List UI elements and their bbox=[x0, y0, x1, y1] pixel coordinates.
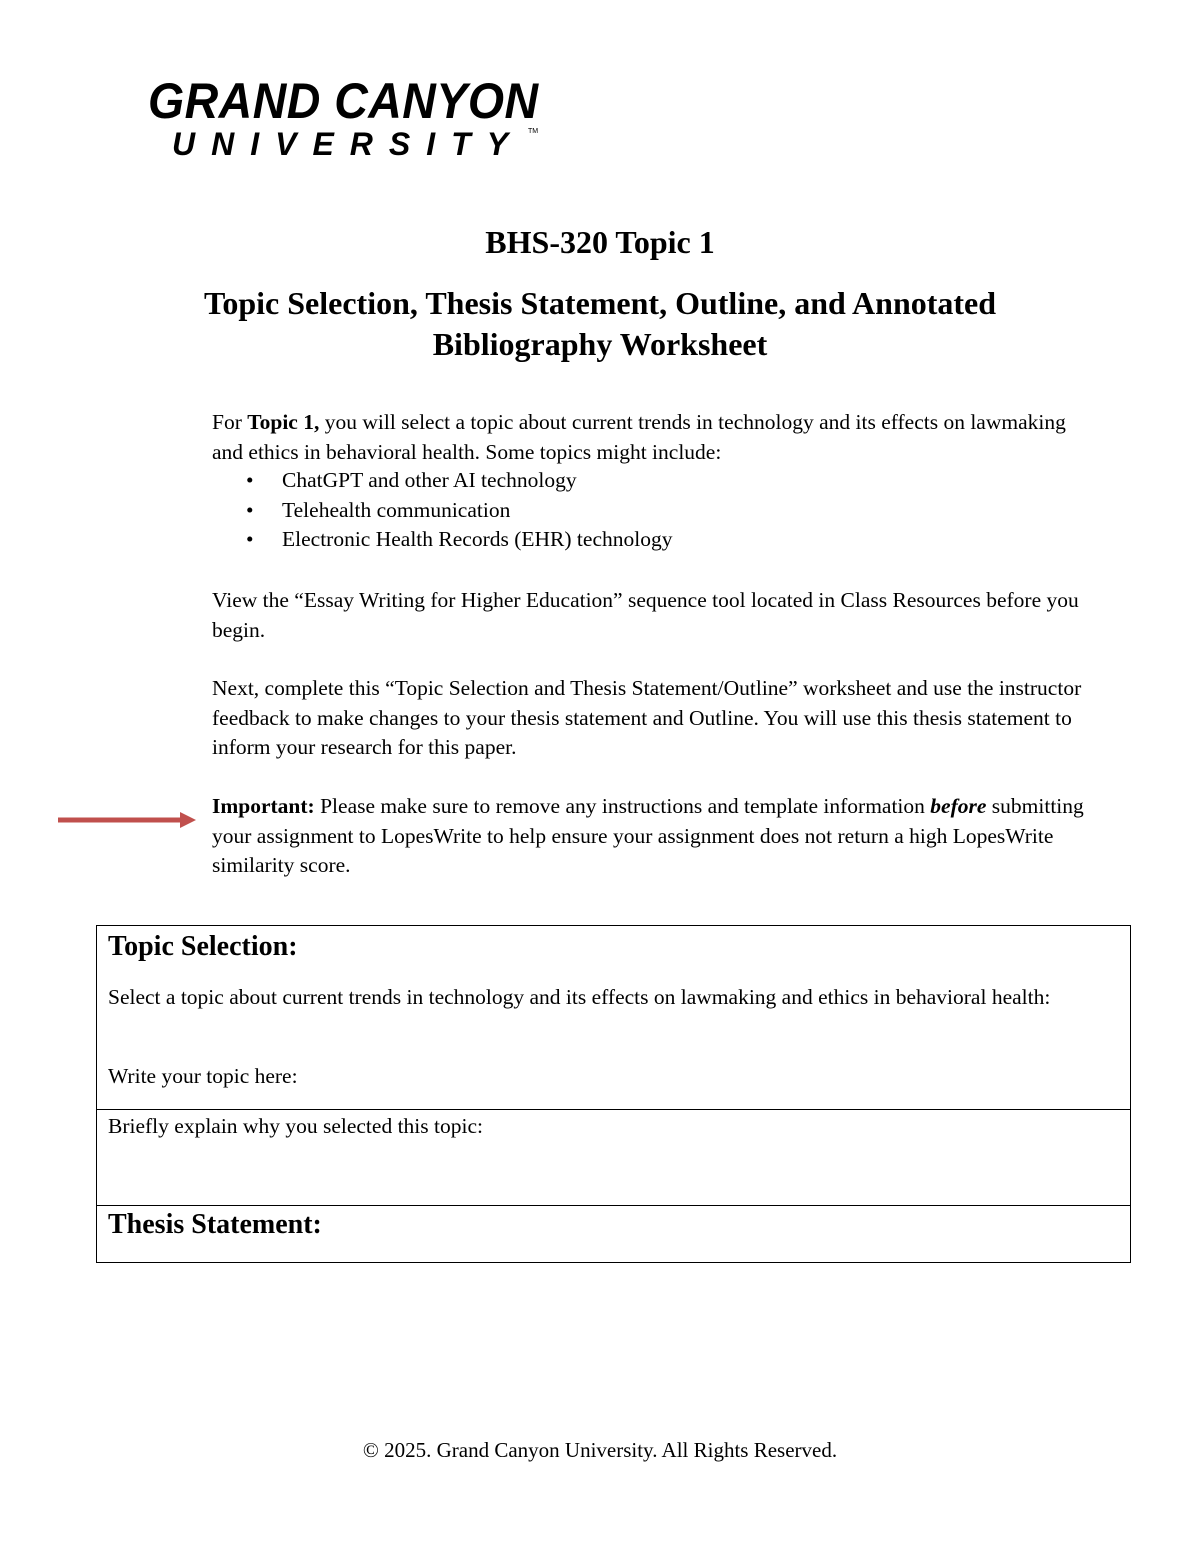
logo-line-grand-canyon: GRAND CANYON bbox=[148, 73, 539, 129]
topic-examples-list bbox=[212, 466, 672, 555]
intro-topic-bold: Topic 1, bbox=[247, 410, 320, 434]
course-heading: BHS-320 Topic 1 bbox=[485, 224, 715, 260]
important-emphasis: before bbox=[930, 794, 987, 818]
bullet-dot-icon: • bbox=[246, 497, 254, 522]
thesis-statement-cell[interactable] bbox=[97, 1206, 1130, 1262]
intro-paragraph bbox=[212, 408, 1092, 467]
list-item: • Electronic Health Records (EHR) technology bbox=[212, 525, 672, 555]
logo-line-university: UNIVERSITY bbox=[172, 126, 525, 162]
list-item: • ChatGPT and other AI technology bbox=[212, 466, 672, 496]
important-label: Important: bbox=[212, 794, 315, 818]
trademark-mark: TM bbox=[528, 128, 539, 135]
intro-rest: you will select a topic about current trends in technology and its effects on lawmaking and ethics in behavioral health. Some topics might include: bbox=[212, 410, 1066, 464]
university-logo bbox=[148, 74, 558, 164]
important-text-2: submitting your assignment to LopesWrite to help ensure your assignment does not return a high LopesWrite similarity score. bbox=[212, 794, 1084, 877]
important-text-1: Please make sure to remove any instructions and template information bbox=[314, 794, 931, 818]
bullet-dot-icon: • bbox=[246, 468, 254, 492]
thesis-statement-heading: Thesis Statement: bbox=[108, 1209, 322, 1240]
intro-prefix: For bbox=[212, 410, 248, 434]
list-item: • Telehealth communication bbox=[212, 496, 672, 526]
instructions-paragraph: Next, complete this “Topic Selection and Thesis Statement/Outline” worksheet and use the instructor feedback to make changes to your thesis statement and Outline. You will use this thesis statement to inform your research for this paper. bbox=[212, 676, 1082, 759]
topic-selection-cell[interactable] bbox=[97, 926, 1130, 1110]
copyright-footer: © 2025. Grand Canyon University. All Rights Reserved. bbox=[362, 1438, 838, 1462]
topic-instruction: Select a topic about current trends in technology and its effects on lawmaking and ethics in behavioral health: bbox=[108, 985, 1051, 1009]
topic-selection-heading: Topic Selection: bbox=[108, 931, 298, 962]
bullet-dot-icon: • bbox=[246, 527, 254, 551]
important-notice bbox=[212, 792, 1092, 881]
page-title: Topic Selection, Thesis Statement, Outline, and Annotated Bibliography Worksheet bbox=[203, 285, 997, 362]
resources-paragraph: View the “Essay Writing for Higher Education” sequence tool located in Class Resources before you begin. bbox=[212, 588, 1079, 642]
right-arrow-icon bbox=[56, 808, 198, 832]
topic-prompt: Write your topic here: bbox=[108, 1064, 298, 1088]
reason-prompt: Briefly explain why you selected this topic: bbox=[108, 1114, 483, 1138]
worksheet-table bbox=[96, 925, 1131, 1263]
topic-reason-cell[interactable] bbox=[97, 1110, 1130, 1206]
